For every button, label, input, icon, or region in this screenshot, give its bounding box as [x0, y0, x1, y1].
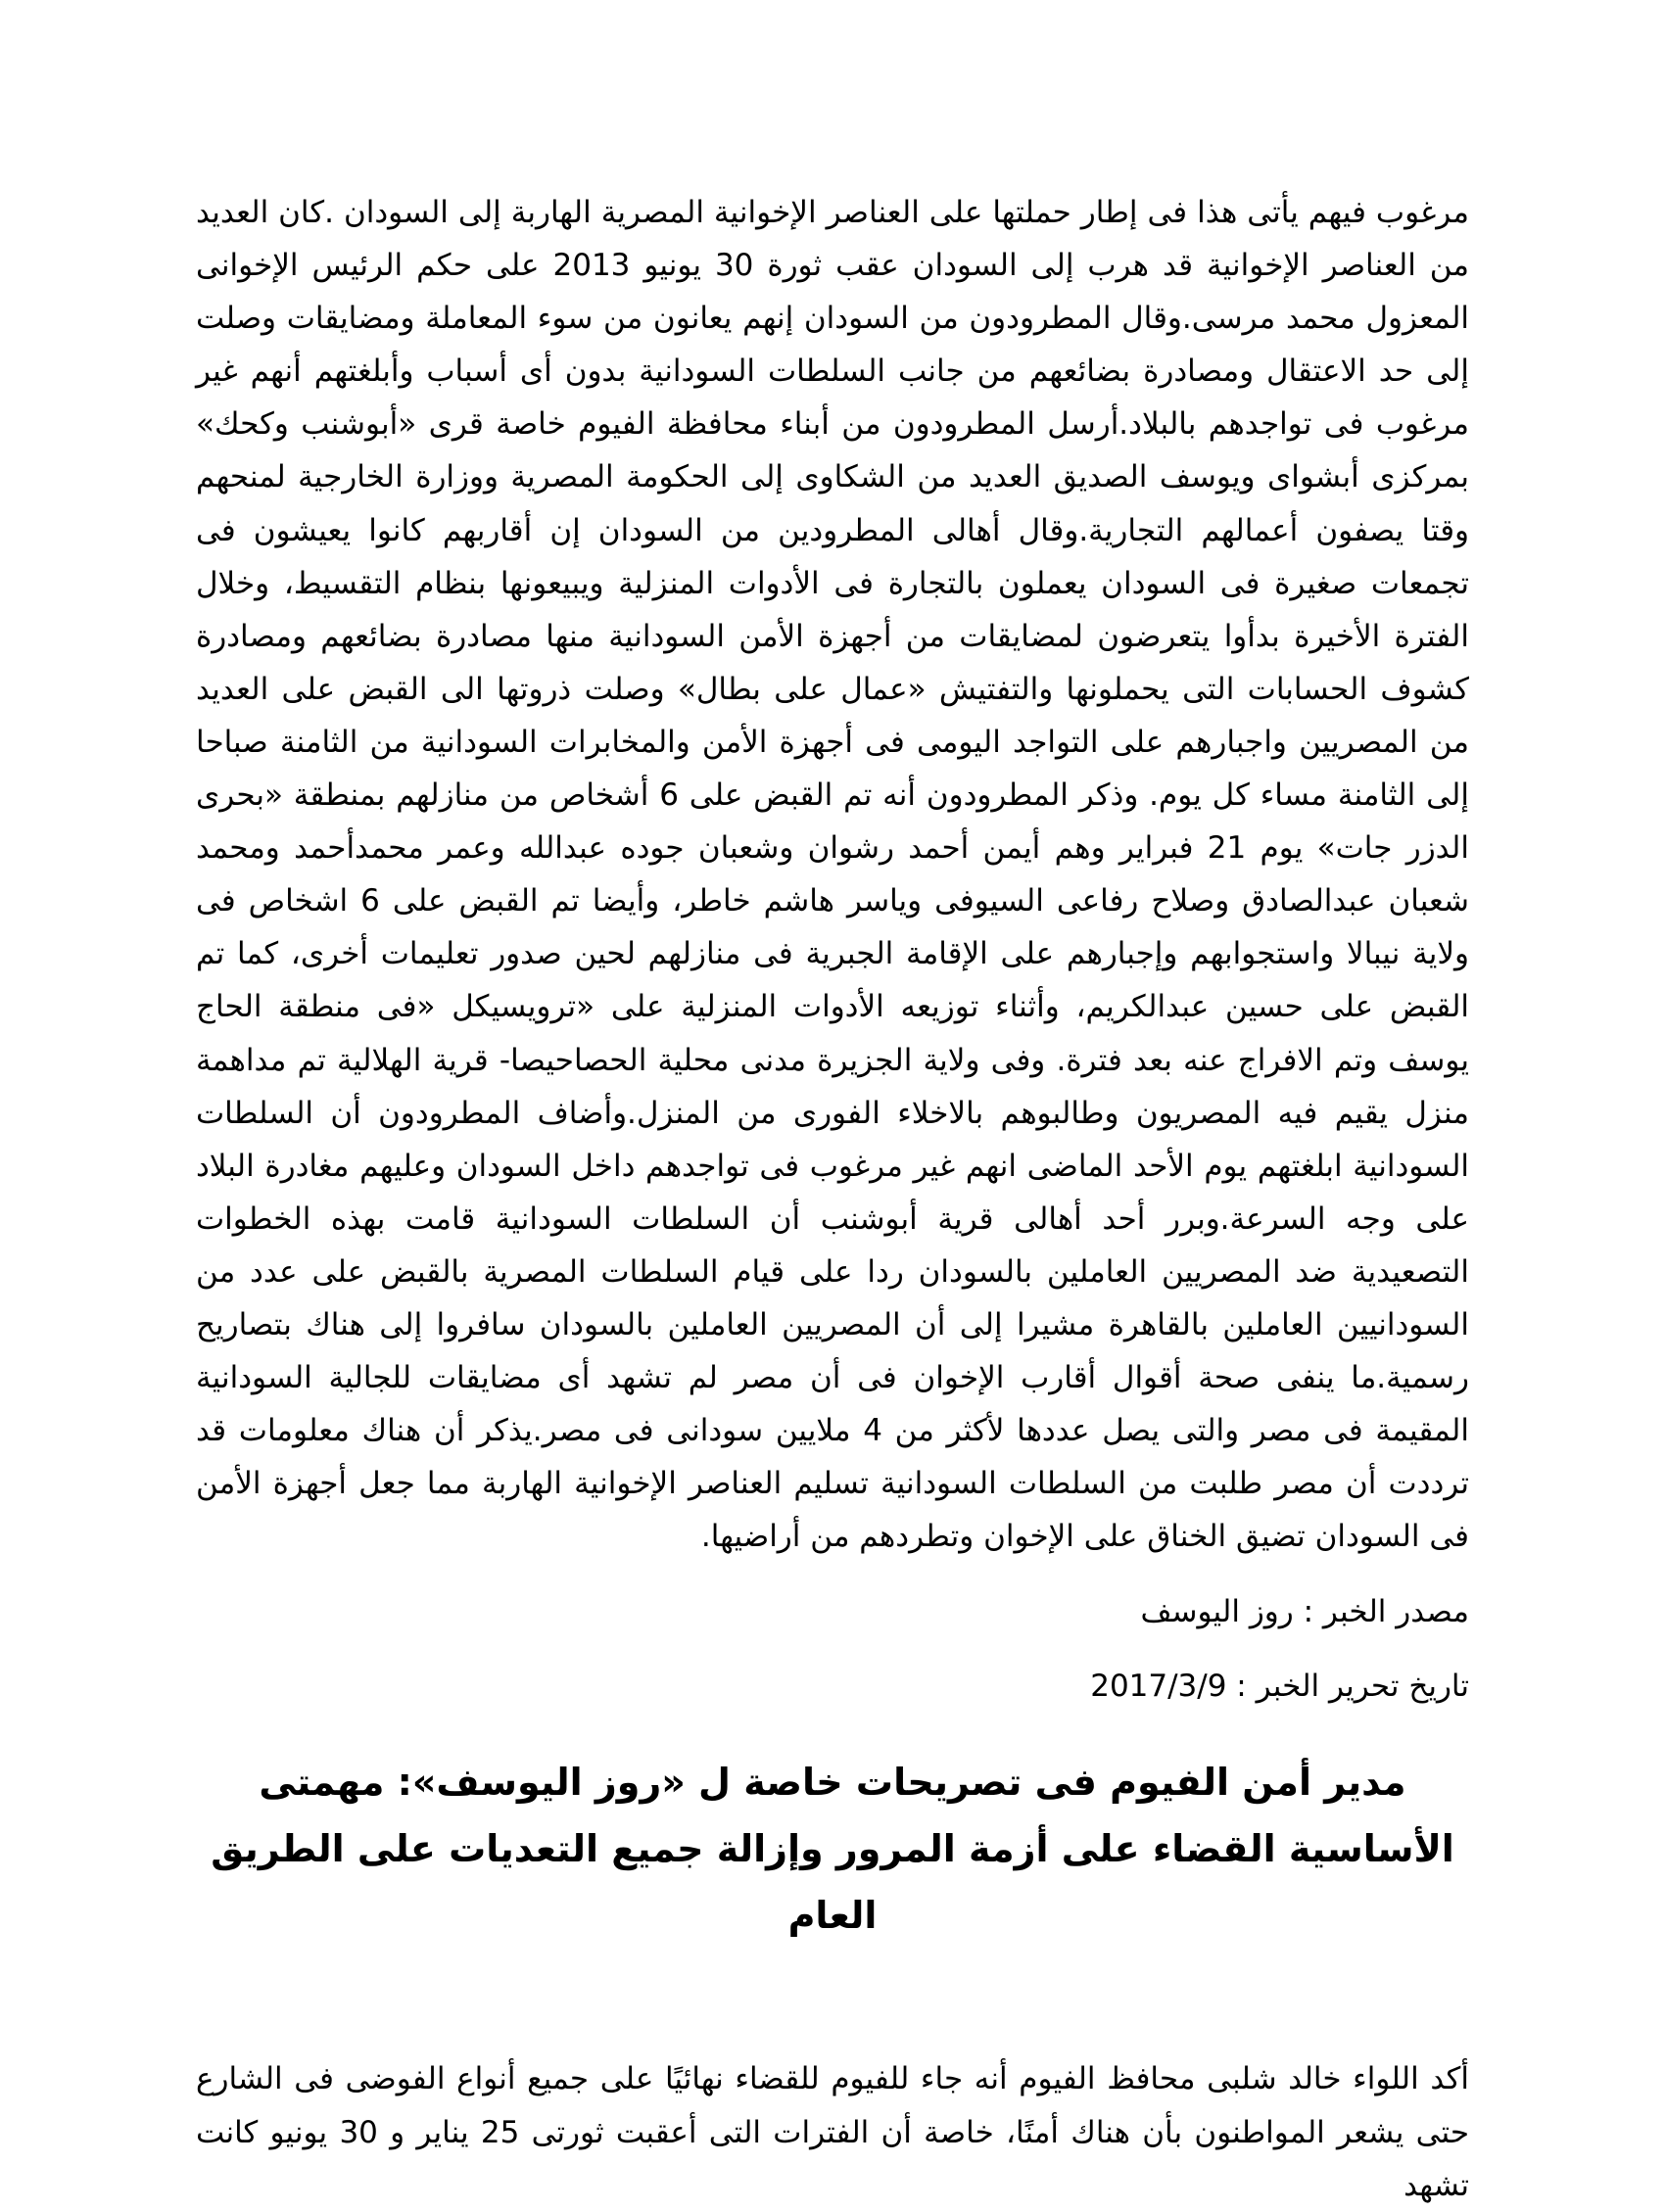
news-source: مصدر الخبر : روز اليوسف: [1140, 1594, 1469, 1630]
article-body: مرغوب فيهم يأتى هذا فى إطار حملتها على العناصر الإخوانية المصرية الهاربة إلى السودان .كان العديد من العناصر الإخوانية قد هرب إلى السودان عقب ثورة 30 يونيو 2013 على حكم الرئيس الإخوانى المعزول محمد مرسى.وقال المطرودون من السودان إنهم يعانون من سوء المعاملة ومضايقات وصلت إلى حد الاعتقال ومصادرة بضائعهم من جانب السلطات السودانية بدون أى أسباب وأبلغتهم أنهم غير مرغوب فى تواجدهم بالبلاد.أرسل المطرودون من أبناء محافظة الفيوم خاصة قرى «أبوشنب وكحك» بمركزى أبشواى ويوسف الصديق العديد من الشكاوى إلى الحكومة المصرية ووزارة الخارجية لمنحهم وقتا يصفون أعمالهم التجارية.وقال أهالى المطرودين من السودان إن أقاربهم كانوا يعيشون فى تجمعات صغيرة فى السودان يعملون بالتجارة فى الأدوات المنزلية ويبيعونها بنظام التقسيط، وخلال الفترة الأخيرة بدأوا يتعرضون لمضايقات من أجهزة الأمن السودانية منها مصادرة بضائعهم ومصادرة كشوف الحسابات التى يحملونها والتفتيش «عمال على بطال» وصلت ذروتها الى القبض على العديد من المصريين واجبارهم على التواجد اليومى فى أجهزة الأمن والمخابرات السودانية من الثامنة صباحا إلى الثامنة مساء كل يوم. وذكر المطرودون أنه تم القبض على 6 أشخاص من منازلهم بمنطقة «بحرى الدزر جات» يوم 21 فبراير وهم أيمن أحمد رشوان وشعبان جوده عبدالله وعمر محمدأحمد ومحمد شعبان عبدالصادق وصلاح رفاعى السيوفى وياسر هاشم خاطر، وأيضا تم القبض على 6 اشخاص فى ولاية نيبالا واستجوابهم وإجبارهم على الإقامة الجبرية فى منازلهم لحين صدور تعليمات أخرى، كما تم القبض على حسين عبدالكريم، وأثناء توزيعه الأدوات المنزلية على «ترويسيكل «فى منطقة الحاج يوسف وتم الافراج عنه بعد فترة. وفى ولاية الجزيرة مدنى محلية الحصاحيصا- قرية الهلالية تم مداهمة منزل يقيم فيه المصريون وطالبوهم بالاخلاء الفورى من المنزل.وأضاف المطرودون أن السلطات السودانية ابلغتهم يوم الأحد الماضى انهم غير مرغوب فى تواجدهم داخل السودان وعليهم مغادرة البلاد على وجه السرعة.وبرر أحد أهالى قرية أبوشنب أن السلطات السودانية قامت بهذه الخطوات التصعيدية ضد المصريين العاملين بالسودان ردا على قيام السلطات المصرية بالقبض على عدد من السودانيين العاملين بالقاهرة مشيرا إلى أن المصريين العاملين بالسودان سافروا إلى هناك بتصاريح رسمية.ما ينفى صحة أقوال أقارب الإخوان فى أن مصر لم تشهد أى مضايقات للجالية السودانية المقيمة فى مصر والتى يصل عددها لأكثر من 4 ملايين سودانى فى مصر.يذكر أن هناك معلومات قد ترددت أن مصر طلبت من السلطات السودانية تسليم العناصر الإخوانية الهاربة مما جعل أجهزة الأمن فى السودان تضيق الخناق على الإخوان وتطردهم من أراضيها.: [196, 195, 1469, 1555]
article-headline: مدير أمن الفيوم فى تصريحات خاصة ل «روز اليوسف»: مهمتى الأساسية القضاء على أزمة المرور وإزالة جميع التعديات على الطريق العام: [211, 1761, 1454, 1938]
article-intro: أكد اللواء خالد شلبى محافظ الفيوم أنه جاء للفيوم للقضاء نهائيًا على جميع أنواع الفوضى فى الشارع حتى يشعر المواطنون بأن هناك أمنًا، خاصة أن الفترات التى أعقبت ثورتى 25 يناير و 30 يونيو كانت تشهد: [196, 2061, 1470, 2203]
document-page: [196, 186, 1469, 2212]
news-date: تاريخ تحرير الخبر : 2017/3/9: [1090, 1669, 1469, 1705]
